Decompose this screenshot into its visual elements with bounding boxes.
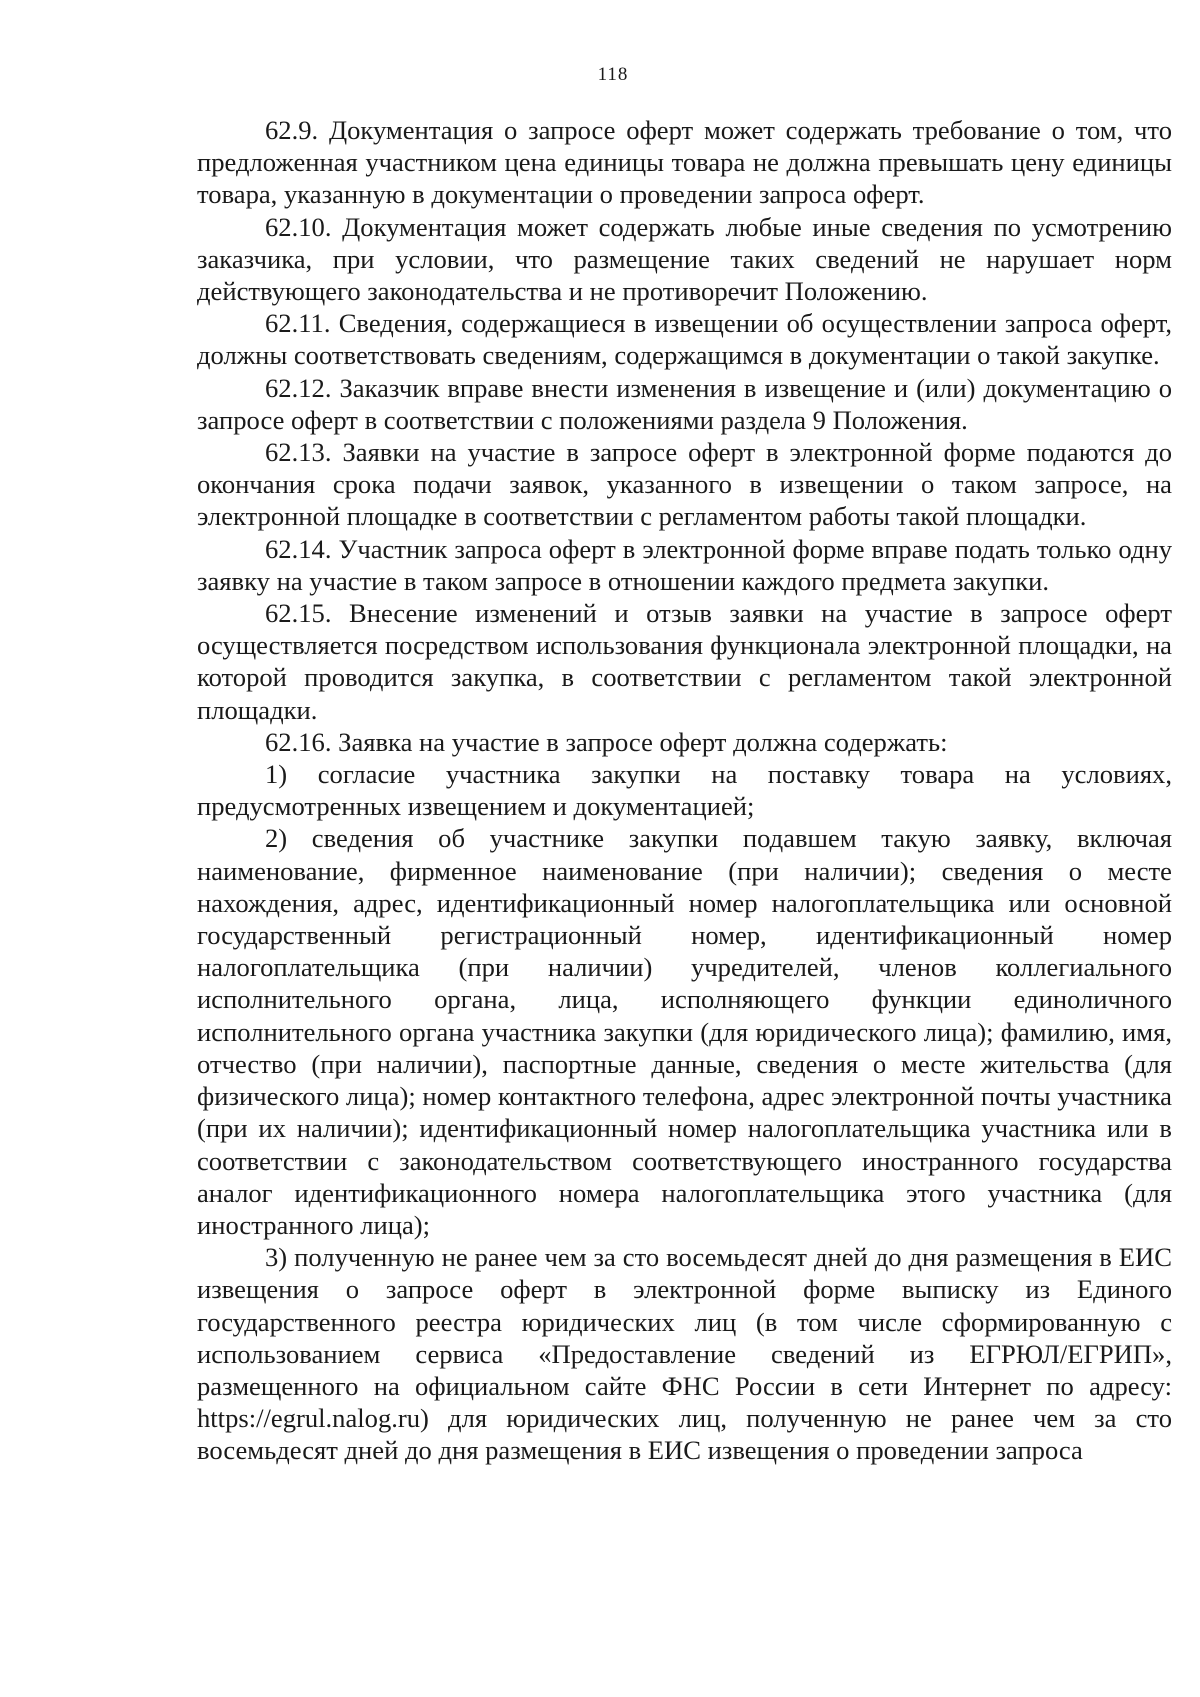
list-item-1: 1) согласие участника закупки на поставку товара на условиях, предусмотренных извещением и документацией; bbox=[197, 759, 1172, 822]
list-item-3: 3) полученную не ранее чем за сто восемьдесят дней до дня размещения в ЕИС извещения о запросе оферт в электронной форме выписку из Единого государственного реестра юридических лиц (в том числе сформированную с использованием сервиса «Предоставление сведений из ЕГРЮЛ/ЕГРИП», размещенного на официальном сайте ФНС России в сети Интернет по адресу: https://egrul.nalog.ru) для юридических лиц, полученную не ранее чем за сто восемьдесят дней до дня размещения в ЕИС извещения о проведении запроса bbox=[197, 1242, 1172, 1466]
paragraph-62-9: 62.9. Документация о запросе оферт может содержать требование о том, что предложенная участником цена единицы товара не должна превышать цену единицы товара, указанную в документации о проведении запроса оферт. bbox=[197, 115, 1172, 210]
paragraph-62-11: 62.11. Сведения, содержащиеся в извещении об осуществлении запроса оферт, должны соответствовать сведениям, содержащимся в документации о такой закупке. bbox=[197, 308, 1172, 371]
paragraph-62-10: 62.10. Документация может содержать любые иные сведения по усмотрению заказчика, при условии, что размещение таких сведений не нарушает норм действующего законодательства и не противоречит Положению. bbox=[197, 211, 1172, 307]
list-item-2: 2) сведения об участнике закупки подавшем такую заявку, включая наименование, фирменное наименование (при наличии); сведения о месте нахождения, адрес, идентификационный номер налогоплательщика или основной государственный регистрационный номер, идентификационный номер налогоплательщика (при наличии) учредителей, членов коллегиального исполнительного органа, лица, исполняющего функции единоличного исполнительного органа участника закупки (для юридического лица); фамилию, имя, отчество (при наличии), паспортные данные, сведения о месте жительства (для физического лица); номер контактного телефона, адрес электронной почты участника (при их наличии); идентификационный номер налогоплательщика участника или в соответствии с законодательством соответствующего иностранного государства аналог идентификационного номера налогоплательщика этого участника (для иностранного лица); bbox=[197, 823, 1172, 1240]
document-body bbox=[197, 114, 1172, 1467]
paragraph-62-14: 62.14. Участник запроса оферт в электронной форме вправе подать только одну заявку на участие в таком запросе в отношении каждого предмета закупки. bbox=[197, 533, 1172, 596]
page-number: 118 bbox=[597, 64, 629, 85]
paragraph-62-12: 62.12. Заказчик вправе внести изменения в извещение и (или) документацию о запросе оферт в соответствии с положениями раздела 9 Положения. bbox=[197, 372, 1172, 435]
paragraph-62-13: 62.13. Заявки на участие в запросе оферт в электронной форме подаются до окончания срока подачи заявок, указанного в извещении о таком запросе, на электронной площадке в соответствии с регламентом работы такой площадки. bbox=[197, 437, 1172, 532]
paragraph-62-16: 62.16. Заявка на участие в запросе оферт должна содержать: bbox=[265, 726, 948, 757]
paragraph-62-15: 62.15. Внесение изменений и отзыв заявки на участие в запросе оферт осуществляется посредством использования функционала электронной площадки, на которой проводится закупка, в соответствии с регламентом такой электронной площадки. bbox=[197, 598, 1172, 725]
